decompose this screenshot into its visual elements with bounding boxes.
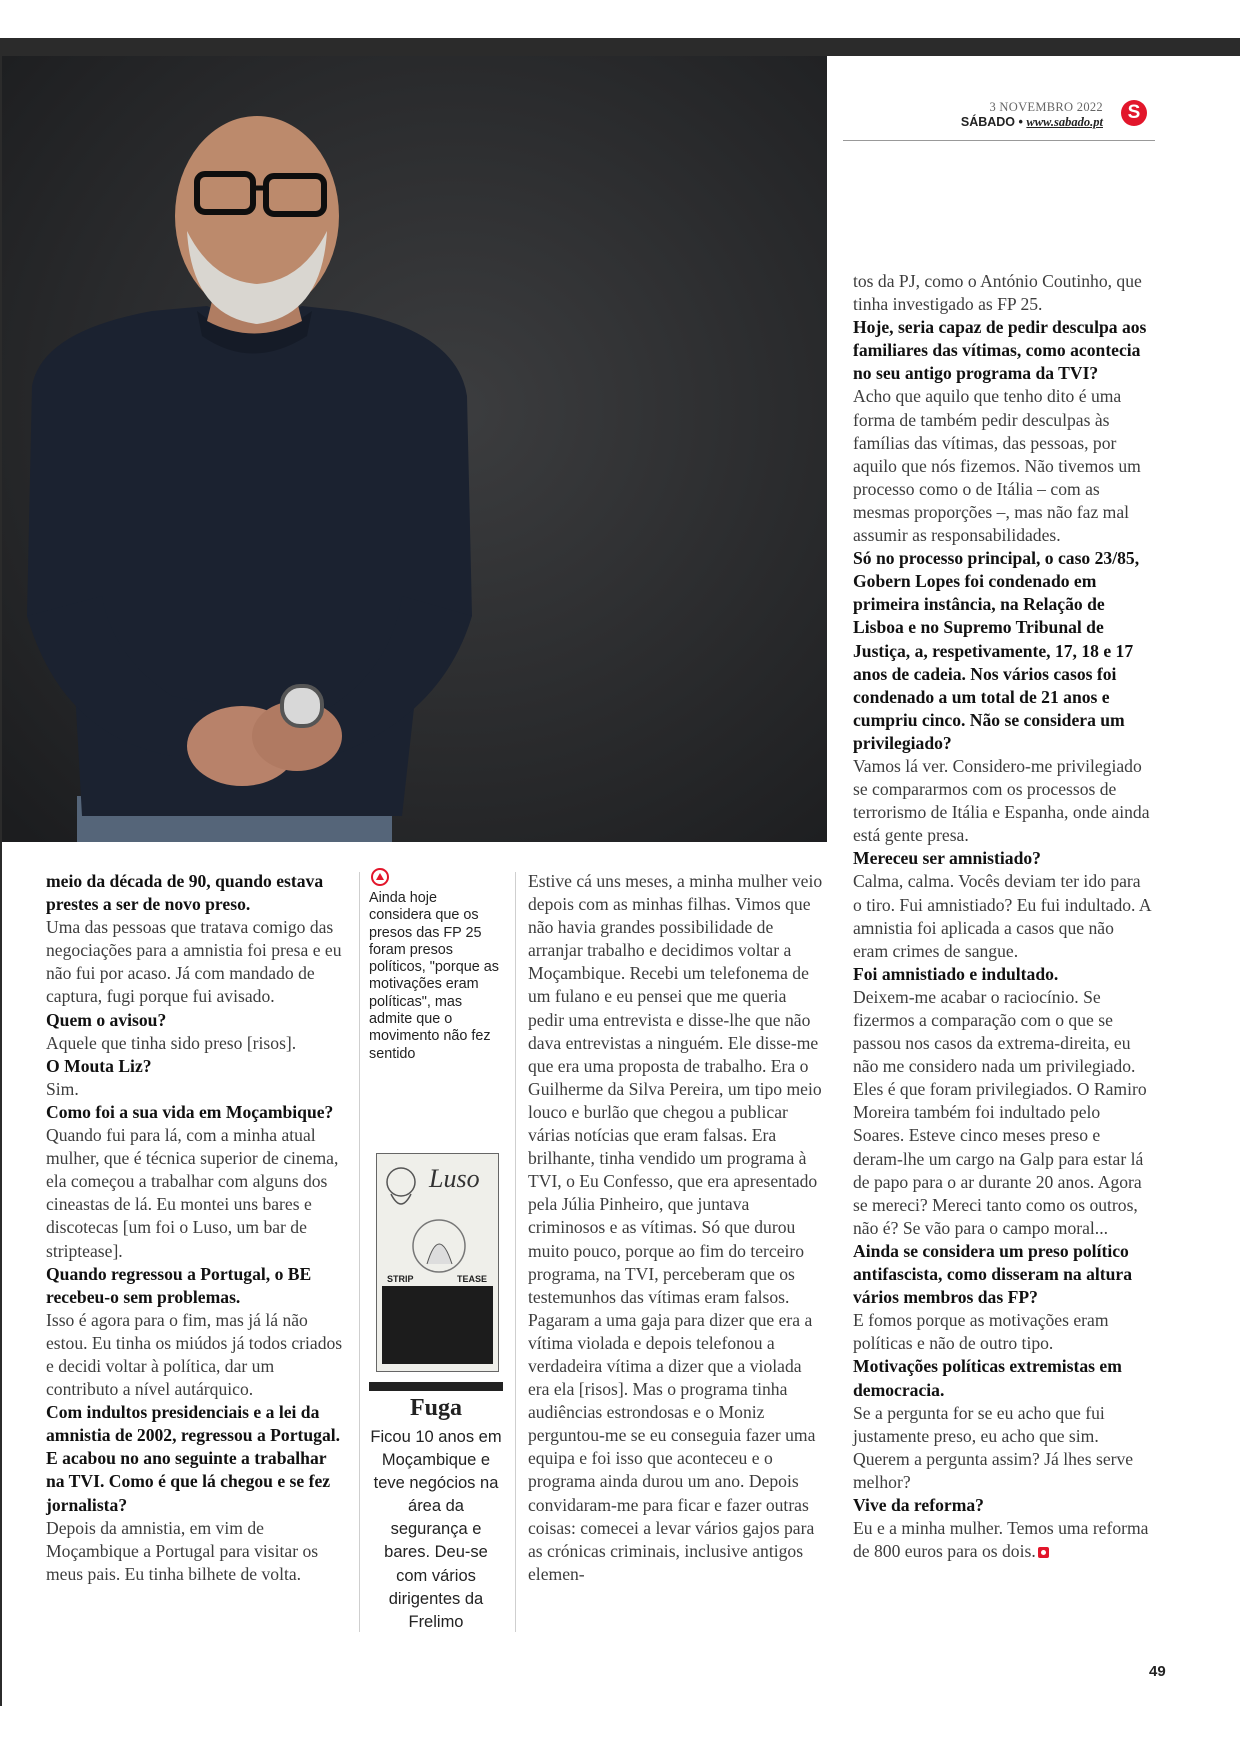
publication-line xyxy=(961,115,1103,130)
column-divider xyxy=(515,872,516,1632)
interview-answer xyxy=(46,1078,344,1101)
sabado-logo-icon: S xyxy=(1121,100,1147,126)
column-divider xyxy=(359,872,360,1632)
interview-question xyxy=(853,316,1151,385)
paragraph-text: Foi amnistiado e indultado. xyxy=(853,963,1059,984)
interview-question xyxy=(853,547,1151,755)
interview-question xyxy=(46,1401,344,1516)
issue-date: 3 NOVEMBRO 2022 xyxy=(989,100,1103,114)
luso-bar-flyer-image xyxy=(376,1153,499,1372)
paragraph-text: E fomos porque as motivações eram políticas e não de outro tipo. xyxy=(853,1310,1109,1354)
article-column-1 xyxy=(46,870,344,1586)
paragraph-text: meio da década de 90, quando estava prestes a ser de novo preso. xyxy=(46,871,324,915)
interview-answer xyxy=(853,870,1151,962)
pull-quote: Ainda hoje considera que os presos das FP 25 foram presos políticos, "porque as motivações eram políticas", mas admite que o movimento não fez sentido xyxy=(369,890,499,1062)
paragraph-text: O Mouta Liz? xyxy=(46,1055,152,1076)
interview-answer xyxy=(46,1309,344,1401)
interview-question xyxy=(46,1055,344,1078)
interview-question xyxy=(46,1009,344,1032)
interview-question xyxy=(853,963,1151,986)
interview-question xyxy=(853,1355,1151,1401)
paragraph-text: Só no processo principal, o caso 23/85, Gobern Lopes foi condenado em primeira instância, na Relação de Lisboa e no Supremo Tribunal de Justiça, a, respetivamente, 17, 18 e 17 anos de cadeia. Nos vários casos foi condenado a um total de 21 anos e cumpriu cinco. Não se considera um privilegiado? xyxy=(853,548,1140,753)
page-number: 49 xyxy=(1149,1663,1166,1680)
top-bar xyxy=(0,38,1240,56)
end-of-article-icon xyxy=(1038,1547,1049,1558)
portrait-photo xyxy=(2,56,827,842)
paragraph-text: Quem o avisou? xyxy=(46,1009,167,1030)
interview-answer xyxy=(853,1402,1151,1494)
flyer-dark-band xyxy=(382,1286,493,1364)
caption-title: Fuga xyxy=(409,1395,462,1421)
publication-separator: • xyxy=(1015,115,1027,129)
paragraph-text: Uma das pessoas que tratava comigo das negociações para a amnistia foi presa e eu não fui por acaso. Já com mandado de captura, fugi porque fui avisado. xyxy=(46,917,342,1007)
interview-answer xyxy=(853,986,1151,1240)
caption-rule xyxy=(369,1382,503,1391)
interview-question xyxy=(853,847,1151,870)
paragraph-text: Aquele que tinha sido preso [risos]. xyxy=(46,1032,297,1053)
interview-answer xyxy=(853,1517,1151,1563)
article-column-3 xyxy=(528,870,825,1586)
flyer-title: Luso xyxy=(429,1164,480,1193)
interview-question xyxy=(46,1101,344,1124)
interview-answer xyxy=(46,1124,344,1263)
paragraph-text: Como foi a sua vida em Moçambique? xyxy=(46,1101,334,1122)
article-column-4 xyxy=(853,270,1151,1563)
paragraph-text: Mereceu ser amnistiado? xyxy=(853,848,1041,869)
paragraph-text: Depois da amnistia, em vim de Moçambique a Portugal para visitar os meus pais. Eu tinha bilhete de volta. xyxy=(46,1517,319,1584)
pull-quote-box xyxy=(369,868,505,1063)
quote-marker-icon xyxy=(371,868,389,886)
interview-answer xyxy=(853,385,1151,547)
paragraph-text: Motivações políticas extremistas em democracia. xyxy=(853,1356,1122,1400)
interview-answer xyxy=(46,1517,344,1586)
interview-answer xyxy=(46,1032,344,1055)
flyer-tease-label: TEASE xyxy=(457,1274,488,1284)
paragraph-text: Eu e a minha mulher. Temos uma reforma de 800 euros para os dois. xyxy=(853,1518,1149,1562)
interview-answer xyxy=(528,870,825,1586)
paragraph-text: Se a pergunta for se eu acho que fui justamente preso, eu acho que sim. Querem a pergunta assim? Já lhes serve melhor? xyxy=(853,1402,1134,1492)
paragraph-text: Estive cá uns meses, a minha mulher veio depois com as minhas filhas. Vimos que não havia grandes possibilidade de arranjar trabalho e decidimos voltar a Moçambique. Recebi um telefonema de um fulano e eu pensei que me queria pedir uma entrevista e disse-lhe que não dava entrevistas a ninguém. Ele disse-me que era uma proposta de trabalho. Era o Guilherme da Silva Pereira, um tipo meio louco e burlão que chegou a publicar várias notícias que eram falsas. Era brilhante, tinha vendido um programa à TVI, o Eu Confesso, que era apresentado pela Júlia Pinheiro, que juntava criminosos e as vítimas. Só que durou muito pouco, porque ao fim do terceiro programa, na TVI, perceberam que os testemunhos das vítimas eram falsos. Pagaram a uma gaja para dizer que era a vítima violada e depois telefonou a verdadeira vítima a dizer que a violada era ela [risos]. Mas o programa tinha audiências estrondosas e o Moniz perguntou-me se eu conseguia fazer uma equipa e foi isso que aconteceu e o programa ainda durou um ano. Depois convidaram-me para ficar e fazer outras coisas: comecei a levar vários gajos para as crónicas criminais, inclusive antigos elemen- xyxy=(528,871,823,1584)
page-header xyxy=(843,96,1155,141)
flyer-strip-label: STRIP xyxy=(387,1274,414,1284)
interview-answer xyxy=(853,755,1151,847)
paragraph-text: Quando fui para lá, com a minha atual mulher, que é técnica superior de cinema, ela começou a trabalhar com alguns dos cineastas de lá. Eu montei uns bares e discotecas [um foi o Luso, um bar de striptease]. xyxy=(46,1125,339,1261)
paragraph-text: Sim. xyxy=(46,1078,79,1099)
caption-text: Ficou 10 anos em Moçambique e teve negócios na área da segurança e bares. Deu-se com vários dirigentes da Frelimo xyxy=(370,1428,502,1631)
interview-answer xyxy=(853,1309,1151,1355)
interview-question xyxy=(46,870,344,916)
paragraph-text: Hoje, seria capaz de pedir desculpa aos familiares das vítimas, como acontecia no seu antigo programa da TVI? xyxy=(853,317,1147,384)
paragraph-text: Quando regressou a Portugal, o BE recebeu-o sem problemas. xyxy=(46,1263,312,1307)
interview-question xyxy=(46,1263,344,1309)
paragraph-text: Vive da reforma? xyxy=(853,1494,984,1515)
interview-question xyxy=(853,1494,1151,1517)
publication-name: SÁBADO xyxy=(960,115,1016,129)
interview-answer xyxy=(46,916,344,1008)
paragraph-text: Isso é agora para o fim, mas já lá não estou. Eu tinha os miúdos já todos criados e decidi voltar à política, dar um contributo a nível autárquico. xyxy=(46,1309,343,1400)
paragraph-text: Com indultos presidenciais e a lei da amnistia de 2002, regressou a Portugal. E acabou no ano seguinte a trabalhar na TVI. Como é que lá chegou e se fez jornalista? xyxy=(46,1402,341,1515)
paragraph-text: Acho que aquilo que tenho dito é uma forma de também pedir desculpas às famílias das vítimas, das pessoas, por aquilo que nós fizemos. Não tivemos um processo como o de Itália – com as mesmas proporções –, mas não faz mal assumir as responsabilidades. xyxy=(853,386,1141,546)
interview-answer xyxy=(853,270,1151,316)
paragraph-text: Calma, calma. Vocês deviam ter ido para o tiro. Fui amnistiado? Eu fui indultado. A amnistia foi aplicada a casos que não eram crimes de sangue. xyxy=(853,871,1151,961)
paragraph-text: Vamos lá ver. Considero-me privilegiado se compararmos com os processos de terrorismo de Itália e Espanha, onde ainda está gente presa. xyxy=(853,755,1150,846)
paragraph-text: Deixem-me acabar o raciocínio. Se fizermos a comparação com o que se passou nos casos da extrema-direita, eu não me considero nada um privilegiado. Eles é que foram privilegiados. O Ramiro Moreira também foi indultado pelo Soares. Esteve cinco meses preso e deram-lhe um cargo na Galp para estar lá de papo para o ar durante 20 anos. Agora se mereci? Mereci tanto como os outros, não é? Se vão para o campo moral... xyxy=(853,986,1147,1238)
website-link[interactable]: www.sabado.pt xyxy=(1026,115,1103,129)
paragraph-text: Ainda se considera um preso político antifascista, como disseram na altura vários membros das FP? xyxy=(853,1240,1133,1308)
interview-question xyxy=(853,1240,1151,1309)
paragraph-text: tos da PJ, como o António Coutinho, que tinha investigado as FP 25. xyxy=(853,271,1142,315)
